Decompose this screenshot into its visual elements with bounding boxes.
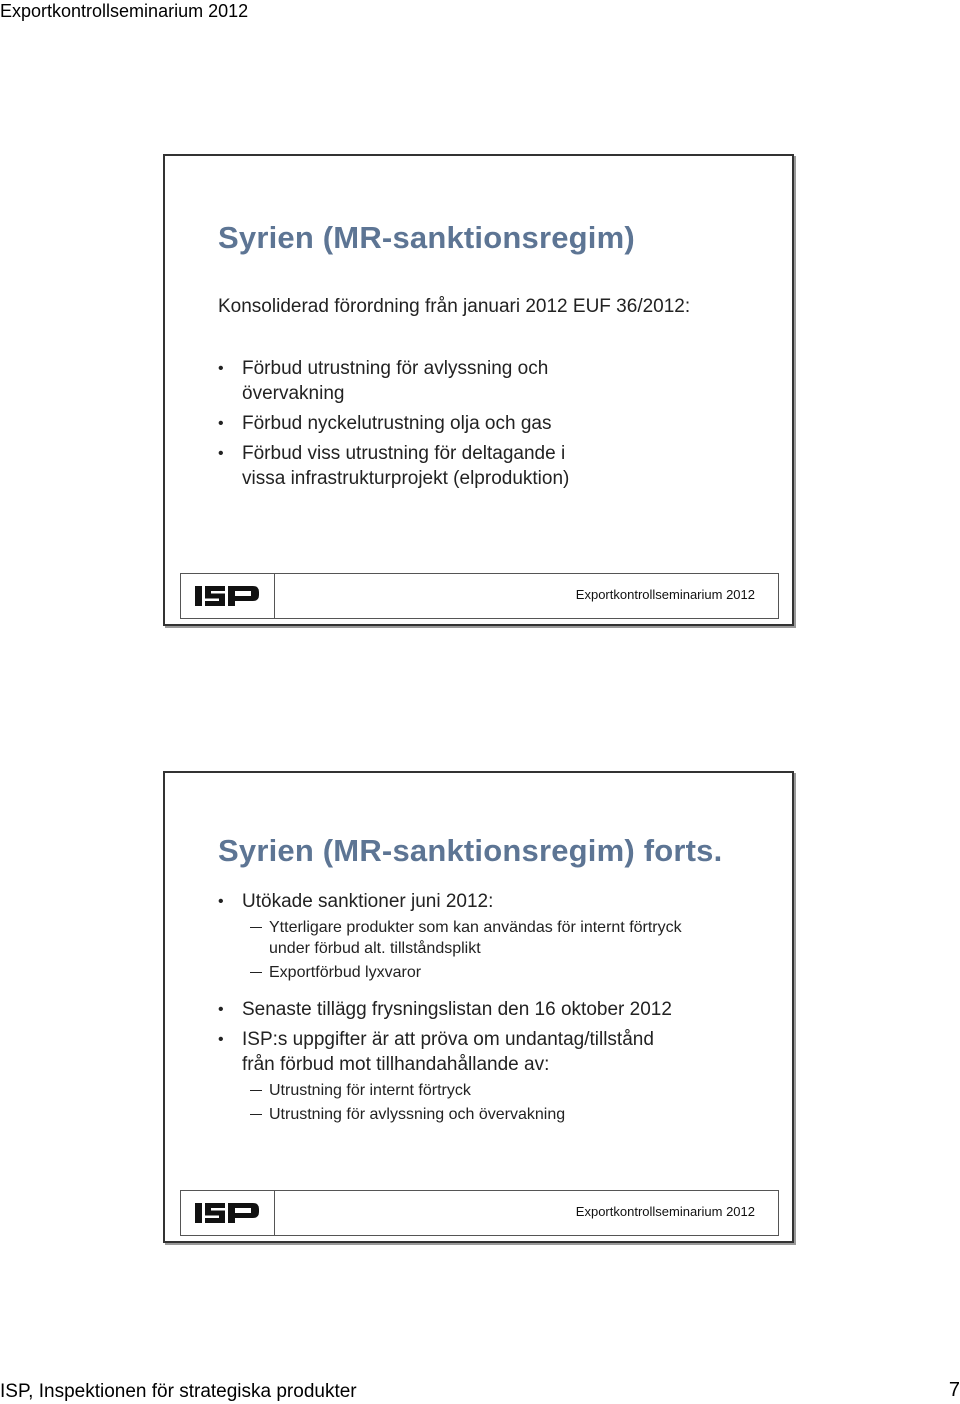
bullet-item	[218, 441, 778, 491]
bullet-dot-icon: •	[218, 445, 224, 462]
dash-icon	[250, 1114, 262, 1115]
slide-1	[163, 154, 794, 626]
sub-bullet-item	[218, 962, 778, 983]
isp-logo-icon	[193, 582, 263, 610]
isp-logo	[181, 574, 275, 618]
page-header: Exportkontrollseminarium 2012	[0, 1, 249, 21]
bullet-item	[218, 411, 778, 436]
slide-footer	[180, 573, 779, 619]
page-number: 7	[948, 1379, 960, 1401]
bullet-item	[218, 356, 778, 406]
bullet-text: Förbud utrustning för avlyssning och	[242, 358, 549, 379]
slide-intro: Konsoliderad förordning från januari 2012 EUF 36/2012:	[218, 296, 691, 317]
bullet-list	[218, 356, 778, 496]
sub-bullet-item	[218, 1104, 778, 1125]
spacer	[218, 983, 778, 997]
sub-bullet-item	[218, 917, 778, 959]
slide-footer-text: Exportkontrollseminarium 2012	[575, 1204, 755, 1219]
dash-icon	[250, 1090, 262, 1091]
bullet-text: Senaste tillägg frysningslistan den 16 oktober 2012	[242, 999, 672, 1020]
bullet-text: Förbud viss utrustning för deltagande i	[242, 443, 566, 464]
sub-bullet-text: Exportförbud lyxvaror	[269, 964, 422, 981]
slide-title: Syrien (MR-sanktionsregim)	[218, 220, 635, 255]
sub-bullet-text: Ytterligare produkter som kan användas för internt förtryck	[269, 919, 682, 936]
bullet-text: Utökade sanktioner juni 2012:	[242, 891, 494, 912]
bullet-text: Förbud nyckelutrustning olja och gas	[242, 413, 552, 434]
bullet-text: vissa infrastrukturprojekt (elproduktion)	[242, 468, 570, 489]
sub-bullet-text: Utrustning för avlyssning och övervakning	[269, 1106, 566, 1123]
bullet-text: ISP:s uppgifter är att pröva om undantag/tillstånd	[242, 1029, 654, 1050]
bullet-dot-icon: •	[218, 415, 224, 432]
slide-2	[163, 771, 794, 1243]
bullet-item	[218, 889, 778, 983]
bullet-item	[218, 997, 778, 1022]
isp-logo	[181, 1191, 275, 1235]
bullet-dot-icon: •	[218, 360, 224, 377]
sub-bullet-item	[218, 1080, 778, 1101]
bullet-text: övervakning	[242, 383, 345, 404]
bullet-dot-icon: •	[218, 1031, 224, 1048]
sub-bullet-text: under förbud alt. tillståndsplikt	[269, 940, 481, 957]
sub-bullet-text: Utrustning för internt förtryck	[269, 1082, 471, 1099]
bullet-dot-icon: •	[218, 893, 224, 910]
isp-logo-icon	[193, 1199, 263, 1227]
dash-icon	[250, 927, 262, 928]
page-footer: ISP, Inspektionen för strategiska produkter	[0, 1381, 357, 1402]
bullet-item	[218, 1027, 778, 1125]
dash-icon	[250, 972, 262, 973]
slide-title: Syrien (MR-sanktionsregim) forts.	[218, 833, 723, 868]
bullet-dot-icon: •	[218, 1001, 224, 1018]
slide-footer	[180, 1190, 779, 1236]
bullet-list	[218, 889, 778, 1125]
slide-footer-text: Exportkontrollseminarium 2012	[575, 587, 755, 602]
bullet-text: från förbud mot tillhandahållande av:	[242, 1054, 550, 1075]
